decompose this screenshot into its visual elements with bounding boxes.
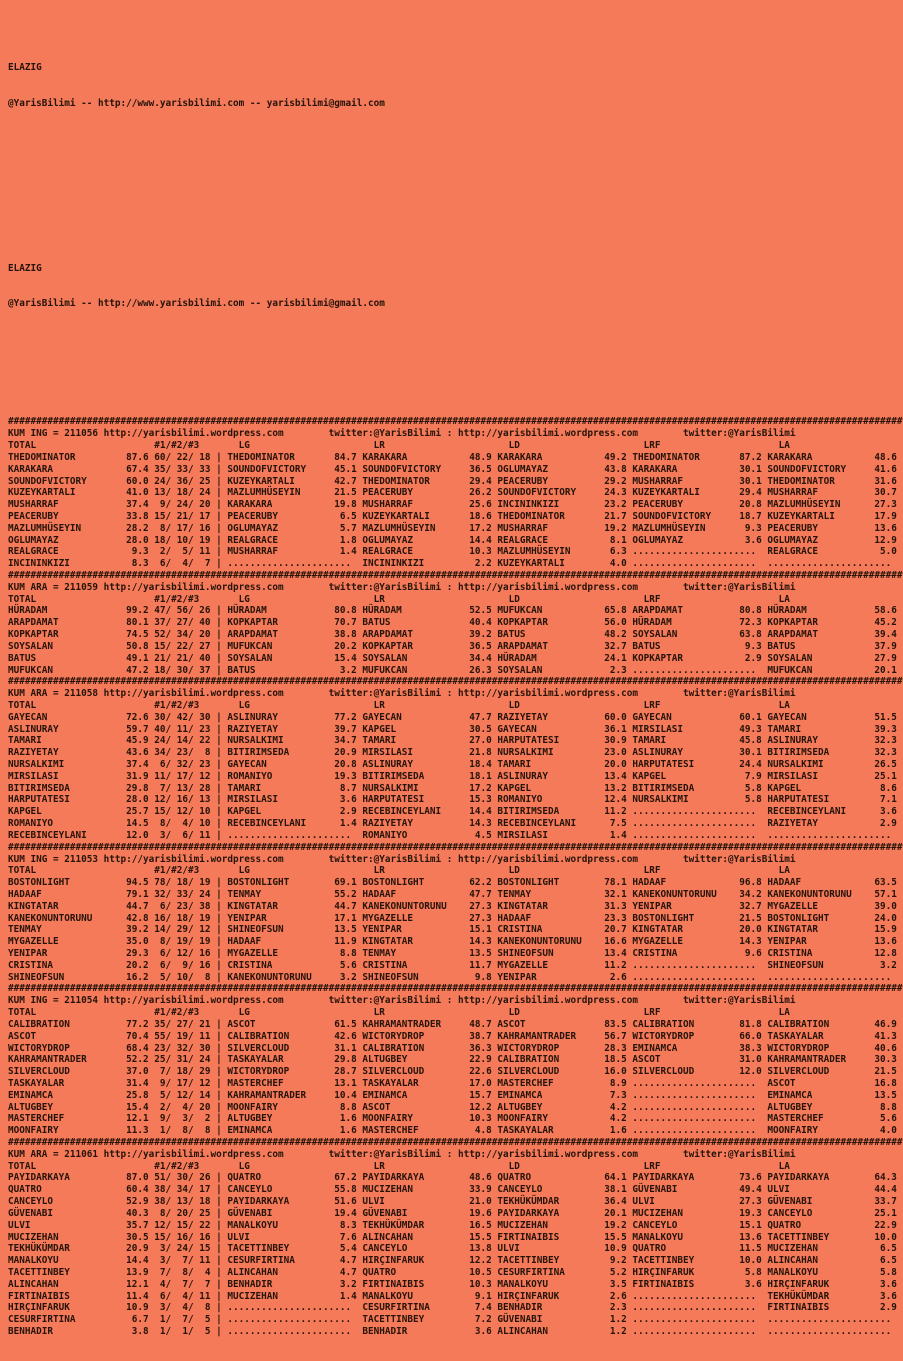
contact-line: @YarisBilimi -- http://www.yarisbilimi.com -- yarisbilimi@gmail.com	[8, 298, 385, 310]
horse-row: CANCEYLO 52.9 38/ 13/ 18 | PAYIDARKAYA 51.6 ULVI 21.0 TEKHÜKÜMDAR 36.4 ULVI 27.3 GÜVENABI 33.7	[8, 1196, 897, 1208]
horse-row: NURSALKIMI 37.4 6/ 32/ 23 | GAYECAN 20.8 ASLINURAY 18.4 TAMARI 20.0 HARPUTATESI 24.4 NURSALKIMI 26.5	[8, 759, 897, 771]
horse-row: ALTUGBEY 15.4 2/ 4/ 20 | MOONFAIRY 8.8 ASCOT 12.2 ALTUGBEY 4.2 ...................... ALTUGBEY 8.8	[8, 1101, 897, 1113]
horse-row: MANALKOYU 14.4 3/ 7/ 11 | CESURFIRTINA 4.7 HIRÇINFARUK 12.2 TACETTINBEY 9.2 TACETTINBEY 10.0 ALINCAHAN 6.5	[8, 1255, 897, 1267]
horse-row: KUZEYKARTALI 41.0 13/ 18/ 24 | MAZLUMHÜSEYIN 21.5 PEACERUBY 26.2 SOUNDOFVICTORY 24.3 KUZEYKARTALI 29.4 MUSHARRAF 30.7	[8, 487, 897, 499]
horse-row: PEACERUBY 33.8 15/ 21/ 17 | PEACERUBY 6.5 KUZEYKARTALI 18.6 THEDOMINATOR 21.7 SOUNDOFVICTORY 18.7 KUZEYKARTALI 17.9	[8, 510, 897, 522]
horse-row: MUSHARRAF 37.4 9/ 24/ 20 | KARAKARA 19.8 MUSHARRAF 25.6 INCININKIZI 23.2 PEACERUBY 20.8 MAZLUMHÜSEYIN 27.3	[8, 499, 897, 511]
section-separator: ###############################################################################################################################################################	[8, 841, 903, 853]
horse-row: KINGTATAR 44.7 6/ 23/ 38 | KINGTATAR 44.7 KANEKONUNTORUNU 27.3 KINGTATAR 31.3 YENIPAR 32.7 MYGAZELLE 39.0	[8, 900, 897, 912]
horse-row: INCININKIZI 8.3 6/ 4/ 7 | ...................... INCININKIZI 2.2 KUZEYKARTALI 4.0 ...................... ......................	[8, 558, 897, 570]
horse-row: CALIBRATION 77.2 35/ 27/ 21 | ASCOT 61.5 KAHRAMANTRADER 48.7 ASCOT 83.5 CALIBRATION 81.8 CALIBRATION 46.9	[8, 1018, 897, 1030]
contact-header-top	[8, 38, 903, 133]
horse-row: BENHADIR 3.8 1/ 1/ 5 | ...................... BENHADIR 3.6 ALINCAHAN 1.2 ...................... ......................	[8, 1326, 897, 1338]
horse-row: MYGAZELLE 35.0 8/ 19/ 19 | HADAAF 11.9 KINGTATAR 14.3 KANEKONUNTORUNU 16.6 MYGAZELLE 14.3 YENIPAR 13.6	[8, 936, 897, 948]
horse-row: CESURFIRTINA 6.7 1/ 7/ 5 | ...................... TACETTINBEY 7.2 GÜVENABI 1.2 ...................... ......................	[8, 1314, 897, 1326]
column-header: TOTAL #1/#2/#3 LG LR LD LRF LA	[8, 1007, 790, 1019]
horse-row: GÜVENABI 40.3 8/ 20/ 25 | GÜVENABI 19.4 GÜVENABI 19.6 PAYIDARKAYA 20.1 MUCIZEHAN 19.3 CANCEYLO 25.1	[8, 1207, 897, 1219]
horse-row: BATUS 49.1 21/ 21/ 40 | SOYSALAN 15.4 SOYSALAN 34.4 HÜRADAM 24.1 KOPKAPTAR 2.9 SOYSALAN 27.9	[8, 652, 897, 664]
horse-row: SILVERCLOUD 37.0 7/ 18/ 29 | WICTORYDROP 28.7 SILVERCLOUD 22.6 SILVERCLOUD 16.0 SILVERCLOUD 12.0 SILVERCLOUD 21.5	[8, 1066, 897, 1078]
contact-header-repeat	[8, 239, 903, 334]
horse-row: TAMARI 45.9 24/ 14/ 22 | NURSALKIMI 34.7 TAMARI 27.0 HARPUTATESI 30.9 TAMARI 45.8 ASLINURAY 32.3	[8, 735, 897, 747]
section-separator: ###############################################################################################################################################################	[8, 983, 903, 995]
horse-row: SHINEOFSUN 16.2 5/ 10/ 8 | KANEKONUNTORUNU 3.2 SHINEOFSUN 9.8 YENIPAR 2.6 ...................... ......................	[8, 971, 897, 983]
horse-row: BITIRIMSEDA 29.8 7/ 13/ 28 | TAMARI 8.7 NURSALKIMI 17.2 KAPGEL 13.2 BITIRIMSEDA 5.8 KAPGEL 8.6	[8, 782, 897, 794]
horse-row: ULVI 35.7 12/ 15/ 22 | MANALKOYU 8.3 TEKHÜKÜMDAR 16.5 MUCIZEHAN 19.2 CANCEYLO 15.1 QUATRO 22.9	[8, 1219, 897, 1231]
horse-row: THEDOMINATOR 87.6 60/ 22/ 18 | THEDOMINATOR 84.7 KARAKARA 48.9 KARAKARA 49.2 THEDOMINATOR 87.2 KARAKARA 48.6	[8, 451, 897, 463]
horse-row: REALGRACE 9.3 2/ 5/ 11 | MUSHARRAF 1.4 REALGRACE 10.3 MAZLUMHÜSEYIN 6.3 ...................... REALGRACE 5.0	[8, 546, 897, 558]
horse-row: TENMAY 39.2 14/ 29/ 12 | SHINEOFSUN 13.5 YENIPAR 15.1 CRISTINA 20.7 KINGTATAR 20.0 KINGTATAR 15.9	[8, 924, 897, 936]
city-title: ELAZIG	[8, 62, 42, 74]
horse-row: CRISTINA 20.2 6/ 9/ 16 | CRISTINA 5.6 CRISTINA 11.7 MYGAZELLE 11.2 ...................... SHINEOFSUN 3.2	[8, 959, 897, 971]
horse-row: HARPUTATESI 28.0 12/ 16/ 13 | MIRSILASI 3.6 HARPUTATESI 15.3 ROMANIYO 12.4 NURSALKIMI 5.8 HARPUTATESI 7.1	[8, 794, 897, 806]
contact-line: @YarisBilimi -- http://www.yarisbilimi.com -- yarisbilimi@gmail.com	[8, 97, 385, 109]
city-title: ELAZIG	[8, 262, 42, 274]
horse-row: HADAAF 79.1 32/ 33/ 24 | TENMAY 55.2 HADAAF 47.7 TENMAY 32.1 KANEKONUNTORUNU 34.2 KANEKONUNTORUNU 57.1	[8, 888, 897, 900]
horse-row: EMINAMCA 25.8 5/ 12/ 14 | KAHRAMANTRADER 10.4 EMINAMCA 15.7 EMINAMCA 7.3 ...................... EMINAMCA 13.5	[8, 1089, 897, 1101]
section-separator: ###############################################################################################################################################################	[8, 416, 903, 428]
horse-row: ALINCAHAN 12.1 4/ 7/ 7 | BENHADIR 3.2 FIRTINAIBIS 10.3 MANALKOYU 3.5 FIRTINAIBIS 3.6 HIRÇINFARUK 3.6	[8, 1278, 897, 1290]
horse-row: RAZIYETAY 43.6 34/ 23/ 8 | BITIRIMSEDA 20.9 MIRSILASI 21.8 NURSALKIMI 23.0 ASLINURAY 30.1 BITIRIMSEDA 32.3	[8, 747, 897, 759]
race-title: KUM ING = 211056 http://yarisbilimi.wordpress.com twitter:@YarisBilimi : http://yarisbilimi.wordpress.com twitter:@YarisBilimi	[8, 428, 796, 440]
horse-row: MASTERCHEF 12.1 9/ 3/ 2 | ALTUGBEY 1.6 MOONFAIRY 10.3 MOONFAIRY 4.2 ...................... MASTERCHEF 5.6	[8, 1113, 897, 1125]
horse-row: HIRÇINFARUK 10.9 3/ 4/ 8 | ...................... CESURFIRTINA 7.4 BENHADIR 2.3 ...................... FIRTINAIBIS 2.9	[8, 1302, 897, 1314]
column-header: TOTAL #1/#2/#3 LG LR LD LRF LA	[8, 1160, 790, 1172]
section-separator: ###############################################################################################################################################################	[8, 1137, 903, 1149]
horse-row: BOSTONLIGHT 94.5 78/ 18/ 19 | BOSTONLIGHT 69.1 BOSTONLIGHT 62.2 BOSTONLIGHT 78.1 HADAAF 96.8 HADAAF 63.5	[8, 877, 897, 889]
spacer	[8, 168, 903, 203]
horse-row: MAZLUMHÜSEYIN 28.2 8/ 17/ 16 | OGLUMAYAZ 5.7 MAZLUMHÜSEYIN 17.2 MUSHARRAF 19.2 MAZLUMHÜSEYIN 9.3 PEACERUBY 13.6	[8, 522, 897, 534]
horse-row: MUFUKCAN 47.2 18/ 30/ 37 | BATUS 3.2 MUFUKCAN 26.3 SOYSALAN 2.3 ...................... MUFUKCAN 20.1	[8, 664, 897, 676]
horse-row: SOUNDOFVICTORY 60.0 24/ 36/ 25 | KUZEYKARTALI 42.7 THEDOMINATOR 29.4 PEACERUBY 29.2 MUSHARRAF 30.1 THEDOMINATOR 31.6	[8, 475, 897, 487]
horse-row: MUCIZEHAN 30.5 15/ 16/ 16 | ULVI 7.6 ALINCAHAN 15.5 FIRTINAIBIS 15.5 MANALKOYU 13.6 TACETTINBEY 10.0	[8, 1231, 897, 1243]
horse-row: MIRSILASI 31.9 11/ 17/ 12 | ROMANIYO 19.3 BITIRIMSEDA 18.1 ASLINURAY 13.4 KAPGEL 7.9 MIRSILASI 25.1	[8, 770, 897, 782]
horse-row: PAYIDARKAYA 87.0 51/ 30/ 26 | QUATRO 67.2 PAYIDARKAYA 48.6 QUATRO 64.1 PAYIDARKAYA 73.6 PAYIDARKAYA 64.3	[8, 1172, 897, 1184]
horse-row: KANEKONUNTORUNU 42.8 16/ 18/ 19 | YENIPAR 17.1 MYGAZELLE 27.3 HADAAF 23.3 BOSTONLIGHT 21.5 BOSTONLIGHT 24.0	[8, 912, 897, 924]
race-title: KUM ARA = 211059 http://yarisbilimi.wordpress.com twitter:@YarisBilimi : http://yarisbilimi.wordpress.com twitter:@YarisBilimi	[8, 581, 796, 593]
horse-row: SOYSALAN 50.8 15/ 22/ 27 | MUFUKCAN 20.2 KOPKAPTAR 36.5 ARAPDAMAT 32.7 BATUS 9.3 BATUS 37.9	[8, 640, 897, 652]
horse-row: ROMANIYO 14.5 8/ 4/ 10 | RECEBINCEYLANI 1.4 RAZIYETAY 14.3 RECEBINCEYLANI 7.5 ...................... RAZIYETAY 2.9	[8, 818, 897, 830]
race-report-sections	[8, 416, 903, 1337]
horse-row: TACETTINBEY 13.9 7/ 8/ 4 | ALINCAHAN 4.7 QUATRO 10.5 CESURFIRTINA 5.2 HIRÇINFARUK 5.8 MANALKOYU 5.8	[8, 1266, 897, 1278]
horse-row: ASCOT 70.4 55/ 19/ 11 | CALIBRATION 42.6 WICTORYDROP 38.7 KAHRAMANTRADER 56.7 WICTORYDROP 66.0 TASKAYALAR 41.3	[8, 1030, 897, 1042]
horse-row: HÜRADAM 99.2 47/ 56/ 26 | HÜRADAM 80.8 HÜRADAM 52.5 MUFUKCAN 65.8 ARAPDAMAT 80.8 HÜRADAM 58.6	[8, 605, 897, 617]
race-title: KUM ING = 211053 http://yarisbilimi.wordpress.com twitter:@YarisBilimi : http://yarisbilimi.wordpress.com twitter:@YarisBilimi	[8, 853, 796, 865]
column-header: TOTAL #1/#2/#3 LG LR LD LRF LA	[8, 593, 790, 605]
horse-row: QUATRO 60.4 38/ 34/ 17 | CANCEYLO 55.8 MUCIZEHAN 33.9 CANCEYLO 38.1 GÜVENABI 49.4 ULVI 44.4	[8, 1184, 897, 1196]
horse-row: GAYECAN 72.6 30/ 42/ 30 | ASLINURAY 77.2 GAYECAN 47.7 RAZIYETAY 60.0 GAYECAN 60.1 GAYECAN 51.5	[8, 711, 897, 723]
horse-row: MOONFAIRY 11.3 1/ 8/ 8 | EMINAMCA 1.6 MASTERCHEF 4.8 TASKAYALAR 1.6 ...................... MOONFAIRY 4.0	[8, 1125, 897, 1137]
column-header: TOTAL #1/#2/#3 LG LR LD LRF LA	[8, 440, 790, 452]
spacer	[8, 369, 903, 381]
horse-row: YENIPAR 29.3 6/ 12/ 16 | MYGAZELLE 8.8 TENMAY 13.5 SHINEOFSUN 13.4 CRISTINA 9.6 CRISTINA 12.8	[8, 948, 897, 960]
horse-row: KAHRAMANTRADER 52.2 25/ 31/ 24 | TASKAYALAR 29.8 ALTUGBEY 22.9 CALIBRATION 18.5 ASCOT 31.0 KAHRAMANTRADER 30.3	[8, 1054, 897, 1066]
race-title: KUM ING = 211054 http://yarisbilimi.wordpress.com twitter:@YarisBilimi : http://yarisbilimi.wordpress.com twitter:@YarisBilimi	[8, 995, 796, 1007]
race-title: KUM ARA = 211058 http://yarisbilimi.wordpress.com twitter:@YarisBilimi : http://yarisbilimi.wordpress.com twitter:@YarisBilimi	[8, 688, 796, 700]
race-title: KUM ARA = 211061 http://yarisbilimi.wordpress.com twitter:@YarisBilimi : http://yarisbilimi.wordpress.com twitter:@YarisBilimi	[8, 1148, 796, 1160]
horse-row: TASKAYALAR 31.4 9/ 17/ 12 | MASTERCHEF 13.1 TASKAYALAR 17.0 MASTERCHEF 8.9 ...................... ASCOT 16.8	[8, 1077, 897, 1089]
column-header: TOTAL #1/#2/#3 LG LR LD LRF LA	[8, 865, 790, 877]
horse-row: WICTORYDROP 68.4 23/ 32/ 30 | SILVERCLOUD 31.1 CALIBRATION 36.3 WICTORYDROP 28.3 EMINAMCA 38.3 WICTORYDROP 40.6	[8, 1042, 897, 1054]
horse-row: ASLINURAY 59.7 40/ 11/ 23 | RAZIYETAY 39.7 KAPGEL 30.5 GAYECAN 36.1 MIRSILASI 49.3 TAMARI 39.3	[8, 723, 897, 735]
horse-row: RECEBINCEYLANI 12.0 3/ 6/ 11 | ...................... ROMANIYO 4.5 MIRSILASI 1.4 ...................... ......................	[8, 829, 897, 841]
horse-row: OGLUMAYAZ 28.0 18/ 10/ 19 | REALGRACE 1.8 OGLUMAYAZ 14.4 REALGRACE 8.1 OGLUMAYAZ 3.6 OGLUMAYAZ 12.9	[8, 534, 897, 546]
horse-row: KOPKAPTAR 74.5 52/ 34/ 20 | ARAPDAMAT 38.8 ARAPDAMAT 39.2 BATUS 48.2 SOYSALAN 63.8 ARAPDAMAT 39.4	[8, 629, 897, 641]
section-separator: ###############################################################################################################################################################	[8, 570, 903, 582]
horse-row: ARAPDAMAT 80.1 37/ 27/ 40 | KOPKAPTAR 70.7 BATUS 40.4 KOPKAPTAR 56.0 HÜRADAM 72.3 KOPKAPTAR 45.2	[8, 617, 897, 629]
horse-row: KAPGEL 25.7 15/ 12/ 10 | KAPGEL 2.9 RECEBINCEYLANI 14.4 BITIRIMSEDA 11.2 ...................... RECEBINCEYLANI 3.6	[8, 806, 897, 818]
section-separator: ###############################################################################################################################################################	[8, 676, 903, 688]
horse-row: FIRTINAIBIS 11.4 6/ 4/ 11 | MUCIZEHAN 1.4 MANALKOYU 9.1 HIRÇINFARUK 2.6 ...................... TEKHÜKÜMDAR 3.6	[8, 1290, 897, 1302]
horse-row: KARAKARA 67.4 35/ 33/ 33 | SOUNDOFVICTORY 45.1 SOUNDOFVICTORY 36.5 OGLUMAYAZ 43.8 KARAKARA 30.1 SOUNDOFVICTORY 41.6	[8, 463, 897, 475]
column-header: TOTAL #1/#2/#3 LG LR LD LRF LA	[8, 699, 790, 711]
horse-row: TEKHÜKÜMDAR 20.9 3/ 24/ 15 | TACETTINBEY 5.4 CANCEYLO 13.8 ULVI 10.9 QUATRO 11.5 MUCIZEHAN 6.5	[8, 1243, 897, 1255]
